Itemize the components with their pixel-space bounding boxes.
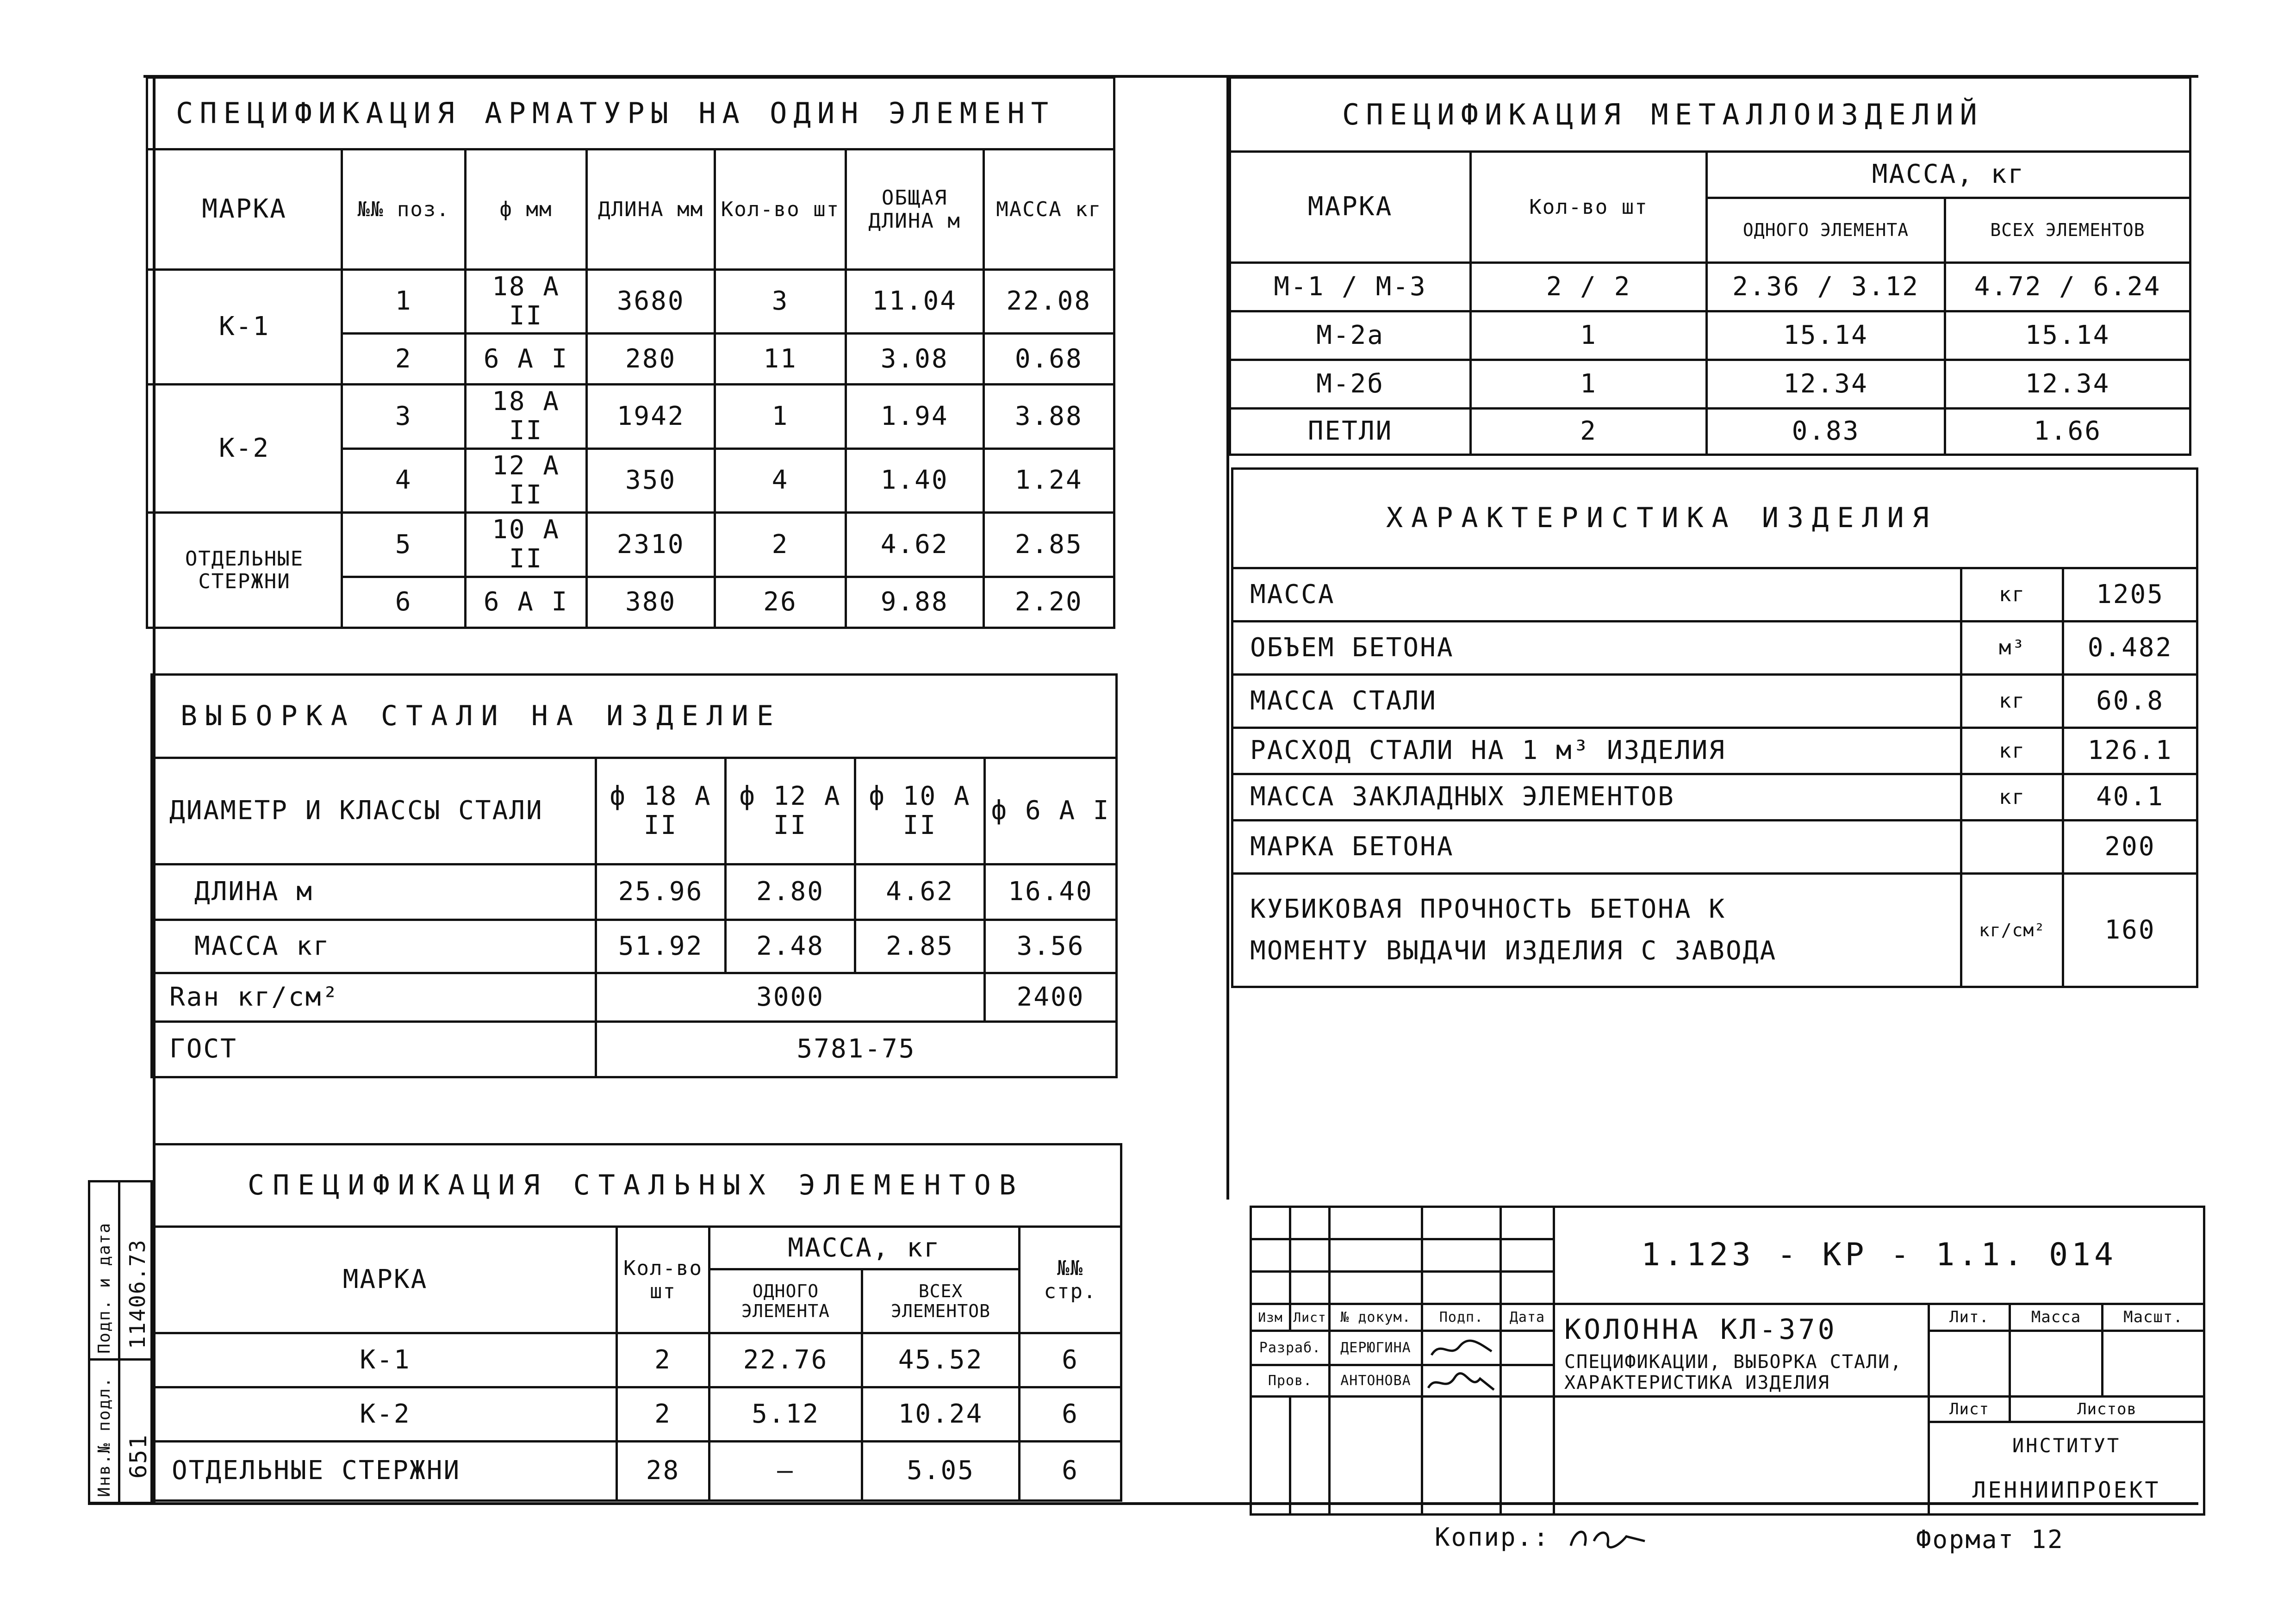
steel-elements-cell: К-1 [154, 1333, 617, 1387]
steel-elements-cell: ОТДЕЛЬНЫЕ СТЕРЖНИ [154, 1442, 617, 1501]
armature-cell: 350 [586, 448, 715, 512]
armature-mark: ОТДЕЛЬНЫЕ СТЕРЖНИ [147, 513, 342, 628]
stamp-prov-name: АНТОНОВА [1330, 1365, 1422, 1397]
metal-cell: 4.72 / 6.24 [1945, 263, 2190, 311]
metal-cell: 0.83 [1707, 409, 1945, 455]
steel-class-header: ф 12 А II [726, 758, 855, 864]
metal-cell: 15.14 [1707, 311, 1945, 360]
characteristic-value: 60.8 [2063, 675, 2197, 728]
steel-selection-title: ВЫБОРКА СТАЛИ НА ИЗДЕЛИЕ [152, 675, 1117, 758]
steel-selection-table [150, 673, 1115, 1076]
steel-length-value: 16.40 [985, 864, 1117, 920]
armature-cell: 18 А II [466, 385, 587, 448]
metal-cell: 2.36 / 3.12 [1707, 263, 1945, 311]
characteristic-title: ХАРАКТЕРИСТИКА ИЗДЕЛИЯ [1232, 469, 2197, 568]
steel-elements-col-header: ОДНОГО ЭЛЕМЕНТА [709, 1269, 862, 1333]
stamp-massa-header: Масса [2010, 1304, 2103, 1331]
armature-cell: 18 А II [466, 270, 587, 334]
armature-cell: 1.24 [983, 448, 1114, 512]
characteristic-value: 160 [2063, 874, 2197, 987]
armature-cell: 4.62 [846, 513, 983, 577]
steel-elements-cell: 10.24 [862, 1387, 1020, 1442]
armature-cell: 1 [342, 270, 466, 334]
metal-cell: 1.66 [1945, 409, 2190, 455]
steel-elements-cell: К-2 [154, 1387, 617, 1442]
steel-elements-cell: 5.05 [862, 1442, 1020, 1501]
steel-mass-value: 3.56 [985, 920, 1117, 973]
metal-cell: 2 / 2 [1471, 263, 1707, 311]
armature-col-header: Кол-во шт [715, 149, 846, 270]
steel-elements-cell: 5.12 [709, 1387, 862, 1442]
steel-class-header: ф 10 А II [855, 758, 985, 864]
side-inv-value: 651 [125, 1434, 152, 1479]
armature-cell: 1.40 [846, 448, 983, 512]
metal-col-header: ОДНОГО ЭЛЕМЕНТА [1707, 198, 1945, 263]
metal-cell: 1 [1471, 360, 1707, 409]
armature-spec-table [146, 76, 1115, 617]
metal-cell: 12.34 [1707, 360, 1945, 409]
steel-elements-table [153, 1143, 1120, 1502]
side-podp-value: 11406.73 [125, 1239, 150, 1349]
steel-mass-value: 2.85 [855, 920, 985, 973]
stamp-org2: ЛЕННИИПРОЕКТ [1929, 1468, 2204, 1514]
armature-cell: 6 А I [466, 577, 587, 628]
armature-cell: 0.68 [983, 334, 1114, 385]
metal-col-header: МАРКА [1230, 152, 1471, 263]
characteristic-unit: кг [1961, 728, 2063, 774]
metal-spec-table [1229, 76, 2189, 454]
characteristic-table [1231, 467, 2196, 986]
steel-elements-cell: — [709, 1442, 862, 1501]
armature-cell: 1942 [586, 385, 715, 448]
steel-class-header: ф 18 А II [596, 758, 726, 864]
stamp-code: 1.123 - КР - 1.1. 014 [1554, 1207, 2204, 1304]
metal-cell: М-2а [1230, 311, 1471, 360]
steel-elements-cell: 6 [1020, 1442, 1121, 1501]
characteristic-value: 126.1 [2063, 728, 2197, 774]
stamp-header-list: Лист [1290, 1304, 1330, 1331]
stamp-title-line3: ХАРАКТЕРИСТИКА ИЗДЕЛИЯ [1564, 1372, 1830, 1393]
stamp-razrab-name: ДЕРЮГИНА [1330, 1331, 1422, 1365]
characteristic-value: 0.482 [2063, 622, 2197, 675]
characteristic-label: ОБЪЕМ БЕТОНА [1232, 622, 1961, 675]
armature-cell: 12 А II [466, 448, 587, 512]
steel-elements-col-header: №№ стр. [1020, 1227, 1121, 1333]
side-podp-label: Подп. и дата [95, 1222, 114, 1354]
armature-cell: 380 [586, 577, 715, 628]
characteristic-value: 1205 [2063, 568, 2197, 622]
armature-cell: 3.88 [983, 385, 1114, 448]
steel-elements-col-header: МАРКА [154, 1227, 617, 1333]
metal-cell: 1 [1471, 311, 1707, 360]
armature-cell: 6 А I [466, 334, 587, 385]
metal-cell: ПЕТЛИ [1230, 409, 1471, 455]
characteristic-unit: кг/см² [1961, 874, 2063, 987]
characteristic-label: МАССА [1232, 568, 1961, 622]
armature-cell: 3 [715, 270, 846, 334]
armature-cell: 1.94 [846, 385, 983, 448]
armature-spec-title: СПЕЦИФИКАЦИЯ АРМАТУРЫ НА ОДИН ЭЛЕМЕНТ [147, 78, 1114, 149]
armature-cell: 26 [715, 577, 846, 628]
steel-length-value: 4.62 [855, 864, 985, 920]
armature-cell: 2.85 [983, 513, 1114, 577]
stamp-lit-header: Лит. [1929, 1304, 2010, 1331]
title-block [1250, 1206, 2203, 1504]
signature-icon [1427, 1337, 1496, 1361]
characteristic-label: МАРКА БЕТОНА [1232, 821, 1961, 874]
armature-col-header: №№ поз. [342, 149, 466, 270]
metal-col-header: МАССА, кг [1707, 152, 2190, 198]
armature-cell: 280 [586, 334, 715, 385]
metal-spec-title: СПЕЦИФИКАЦИЯ МЕТАЛЛОИЗДЕЛИЙ [1230, 78, 2190, 152]
steel-length-label: ДЛИНА м [152, 864, 596, 920]
stamp-prov-signature [1422, 1365, 1501, 1397]
steel-elements-title: СПЕЦИФИКАЦИЯ СТАЛЬНЫХ ЭЛЕМЕНТОВ [154, 1144, 1121, 1227]
steel-length-value: 2.80 [726, 864, 855, 920]
steel-elements-col-header: Кол-во шт [617, 1227, 709, 1333]
steel-gost-label: ГОСТ [152, 1022, 596, 1077]
steel-elements-cell: 6 [1020, 1387, 1121, 1442]
steel-ra-value: 3000 [596, 973, 985, 1022]
armature-col-header: ОБЩАЯ ДЛИНА м [846, 149, 983, 270]
characteristic-unit [1961, 821, 2063, 874]
footer-format: Формат 12 [1916, 1525, 2064, 1554]
armature-cell: 2.20 [983, 577, 1114, 628]
armature-cell: 3 [342, 385, 466, 448]
characteristic-value: 40.1 [2063, 774, 2197, 821]
steel-elements-cell: 2 [617, 1387, 709, 1442]
steel-elements-cell: 22.76 [709, 1333, 862, 1387]
side-stamp [88, 1180, 153, 1504]
stamp-listov-header: Листов [2010, 1396, 2204, 1422]
stamp-header-izm: Изм [1251, 1304, 1290, 1331]
armature-cell: 4 [715, 448, 846, 512]
armature-mark: К-2 [147, 385, 342, 513]
steel-elements-cell: 45.52 [862, 1333, 1020, 1387]
characteristic-label: МАССА ЗАКЛАДНЫХ ЭЛЕМЕНТОВ [1232, 774, 1961, 821]
characteristic-label: КУБИКОВАЯ ПРОЧНОСТЬ БЕТОНА К МОМЕНТУ ВЫДАЧИ ИЗДЕЛИЯ С ЗАВОДА [1232, 874, 1961, 987]
armature-col-header: ф мм [466, 149, 587, 270]
metal-cell: М-1 / М-3 [1230, 263, 1471, 311]
armature-cell: 10 А II [466, 513, 587, 577]
steel-mass-value: 2.48 [726, 920, 855, 973]
characteristic-unit: м³ [1961, 622, 2063, 675]
steel-elements-cell: 28 [617, 1442, 709, 1501]
armature-cell: 11 [715, 334, 846, 385]
steel-elements-cell: 6 [1020, 1333, 1121, 1387]
stamp-razrab-role: Разраб. [1251, 1331, 1330, 1365]
stamp-title-line1: КОЛОННА КЛ-370 [1564, 1313, 1837, 1346]
stamp-header-data: Дата [1501, 1304, 1554, 1331]
steel-class-header: ф 6 А I [985, 758, 1117, 864]
characteristic-unit: кг [1961, 568, 2063, 622]
signature-icon [1566, 1523, 1649, 1555]
metal-cell: 2 [1471, 409, 1707, 455]
stamp-title-line2: СПЕЦИФИКАЦИИ, ВЫБОРКА СТАЛИ, [1564, 1351, 1903, 1373]
armature-cell: 6 [342, 577, 466, 628]
armature-cell: 3.08 [846, 334, 983, 385]
armature-cell: 11.04 [846, 270, 983, 334]
armature-cell: 1 [715, 385, 846, 448]
stamp-razrab-signature [1422, 1331, 1501, 1365]
metal-cell: 12.34 [1945, 360, 2190, 409]
armature-cell: 2 [342, 334, 466, 385]
signature-icon [1425, 1369, 1499, 1394]
metal-cell: М-2б [1230, 360, 1471, 409]
steel-ra-label: Raн кг/см² [152, 973, 596, 1022]
characteristic-unit: кг [1961, 675, 2063, 728]
metal-col-header: Кол-во шт [1471, 152, 1707, 263]
armature-cell: 2 [715, 513, 846, 577]
steel-elements-cell: 2 [617, 1333, 709, 1387]
characteristic-label: МАССА СТАЛИ [1232, 675, 1961, 728]
steel-mass-label: МАССА кг [152, 920, 596, 973]
stamp-list-header: Лист [1929, 1396, 2010, 1422]
characteristic-label: РАСХОД СТАЛИ НА 1 м³ ИЗДЕЛИЯ [1232, 728, 1961, 774]
stamp-header-doc: № докум. [1330, 1304, 1422, 1331]
characteristic-value: 200 [2063, 821, 2197, 874]
footer-kopir [1435, 1523, 1649, 1555]
steel-selection-header-label: ДИАМЕТР И КЛАССЫ СТАЛИ [152, 758, 596, 864]
stamp-org1: ИНСТИТУТ [1929, 1422, 2204, 1468]
steel-gost-value: 5781-75 [596, 1022, 1117, 1077]
armature-cell: 22.08 [983, 270, 1114, 334]
characteristic-unit: кг [1961, 774, 2063, 821]
metal-col-header: ВСЕХ ЭЛЕМЕНТОВ [1945, 198, 2190, 263]
steel-elements-col-header: ВСЕХ ЭЛЕМЕНТОВ [862, 1269, 1020, 1333]
armature-cell: 9.88 [846, 577, 983, 628]
steel-length-value: 25.96 [596, 864, 726, 920]
armature-cell: 2310 [586, 513, 715, 577]
armature-col-header: МАССА кг [983, 149, 1114, 270]
armature-mark: К-1 [147, 270, 342, 385]
armature-cell: 3680 [586, 270, 715, 334]
steel-ra-value: 2400 [985, 973, 1117, 1022]
steel-mass-value: 51.92 [596, 920, 726, 973]
side-stamp-divider [90, 1358, 150, 1361]
armature-cell: 4 [342, 448, 466, 512]
armature-col-header: МАРКА [147, 149, 342, 270]
stamp-header-podp: Подп. [1422, 1304, 1501, 1331]
armature-col-header: ДЛИНА мм [586, 149, 715, 270]
side-inv-label: Инв.№ подл. [95, 1376, 114, 1497]
steel-elements-col-header: МАССА, кг [709, 1227, 1020, 1269]
metal-cell: 15.14 [1945, 311, 2190, 360]
side-stamp-divider [118, 1182, 120, 1502]
armature-cell: 5 [342, 513, 466, 577]
stamp-masshtab-header: Масшт. [2103, 1304, 2204, 1331]
footer-kopir-label: Копир.: [1435, 1523, 1550, 1552]
stamp-prov-role: Пров. [1251, 1365, 1330, 1397]
